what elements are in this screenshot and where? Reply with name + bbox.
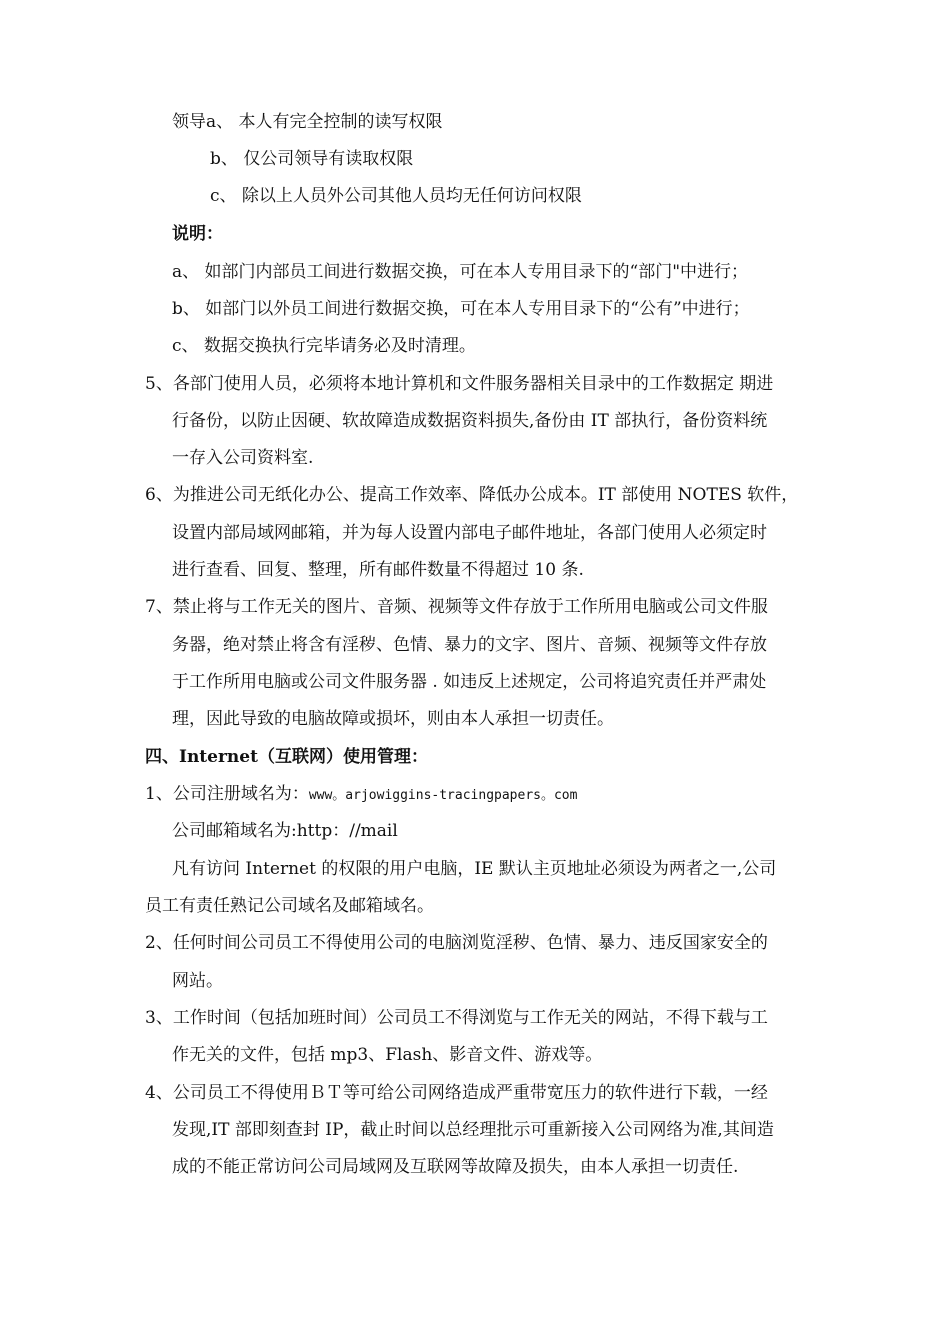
net1-prefix: 1、公司注册域名为： <box>145 784 309 804</box>
net1-domain: www。arjowiggins-tracingpapers。com <box>308 788 578 803</box>
net4-line3: 成的不能正常访问公司局域网及互联网等故障及损失，由本人承担一切责任. <box>172 1157 739 1177</box>
item6-line3: 进行查看、回复、整理，所有邮件数量不得超过 10 条. <box>172 560 584 580</box>
item7-line4: 理，因此导致的电脑故障或损坏，则由本人承担一切责任。 <box>172 709 614 729</box>
net3-line1: 3、工作时间（包括加班时间）公司员工不得浏览与工作无关的网站，不得下载与工 <box>145 1008 768 1028</box>
note-item-b: b、 如部门以外员工间进行数据交换，可在本人专用目录下的“公有”中进行； <box>172 299 750 319</box>
note-item-c: c、 数据交换执行完毕请务必及时清理。 <box>172 336 476 356</box>
net2-line2: 网站。 <box>172 971 223 991</box>
net4-line1: 4、公司员工不得使用ＢＴ等可给公司网络造成严重带宽压力的软件进行下载，一经 <box>145 1083 768 1103</box>
net4-line2: 发现,IT 部即刻查封 IP，截止时间以总经理批示可重新接入公司网络为准,其间造 <box>172 1120 774 1140</box>
item5-line1: 5、各部门使用人员，必须将本地计算机和文件服务器相关目录中的工作数据定 期进 <box>145 374 774 394</box>
item7-line2: 务器，绝对禁止将含有淫秽、色情、暴力的文字、图片、音频、视频等文件存放 <box>172 635 767 655</box>
net1-para-line1: 凡有访问 Internet 的权限的用户电脑，IE 默认主页地址必须设为两者之一,公司 <box>172 859 777 879</box>
perm-line-c: c、 除以上人员外公司其他人员均无任何访问权限 <box>210 186 582 206</box>
net1-mail-domain: 公司邮箱域名为:http：//mail <box>172 821 398 841</box>
net3-line2: 作无关的文件，包括 mp3、Flash、影音文件、游戏等。 <box>172 1045 603 1065</box>
net2-line1: 2、任何时间公司员工不得使用公司的电脑浏览淫秽、色情、暴力、违反国家安全的 <box>145 933 768 953</box>
net1-domain-line <box>145 783 577 807</box>
item7-line3: 于工作所用电脑或公司文件服务器 . 如违反上述规定，公司将追究责任并严肃处 <box>172 672 767 692</box>
perm-line-a: 领导a、 本人有完全控制的读写权限 <box>172 112 443 132</box>
section4-heading: 四、Internet（互联网）使用管理： <box>145 747 428 767</box>
note-item-a: a、 如部门内部员工间进行数据交换，可在本人专用目录下的“部门"中进行； <box>172 262 749 282</box>
perm-line-b: b、 仅公司领导有读取权限 <box>210 149 414 169</box>
item5-line3: 一存入公司资料室. <box>172 448 314 468</box>
item5-line2: 行备份，以防止因硬、软故障造成数据资料损失,备份由 IT 部执行，备份资料统 <box>172 411 768 431</box>
item6-line2: 设置内部局域网邮箱，并为每人设置内部电子邮件地址，各部门使用人必须定时 <box>172 523 767 543</box>
item6-line1: 6、为推进公司无纸化办公、提高工作效率、降低办公成本。IT 部使用 NOTES 软件， <box>145 485 799 505</box>
note-title: 说明： <box>172 224 223 244</box>
net1-para-line2: 员工有责任熟记公司域名及邮箱域名。 <box>145 896 434 916</box>
item7-line1: 7、禁止将与工作无关的图片、音频、视频等文件存放于工作所用电脑或公司文件服 <box>145 597 768 617</box>
